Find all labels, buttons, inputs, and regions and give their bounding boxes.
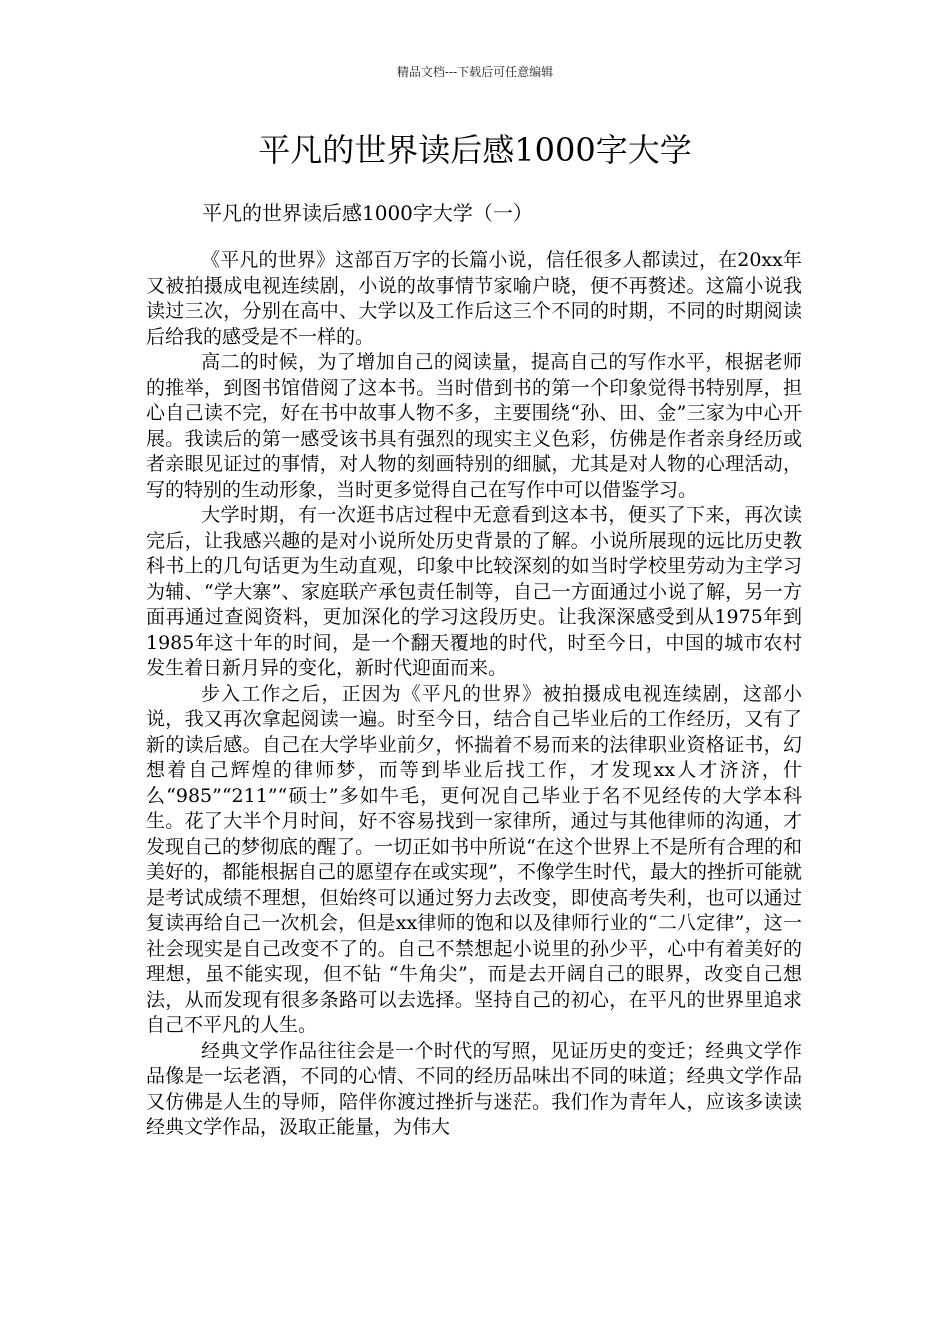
- paragraph: 大学时期，有一次逛书店过程中无意看到这本书，便买了下来，再次读完后，让我感兴趣的是对小说所处历史背景的了解。小说所展现的远比历史教科书上的几句话更为生动直观，印象中比较深刻的如当时学校里劳动为主学习为辅、“学大寨”、家庭联产承包责任制等，自己一方面通过小说了解，另一方面再通过查阅资料，更加深化的学习这段历史。让我深深感受到从1975年到1985年这十年的时间，是一个翻天覆地的时代，时至今日，中国的城市农村发生着日新月异的变化，新时代迎面而来。: [146, 504, 802, 679]
- paragraph: 步入工作之后，正因为《平凡的世界》被拍摄成电视连续剧，这部小说，我又再次拿起阅读一遍。时至今日，结合自己毕业后的工作经历，又有了新的读后感。自己在大学毕业前夕，怀揣着不易而来的法律职业资格证书，幻想着自己辉煌的律师梦，而等到毕业后找工作，才发现xx人才济济，什么“985”“211”“硕士”多如牛毛，更何况自己毕业于名不见经传的大学本科生。花了大半个月时间，好不容易找到一家律所，通过与其他律师的沟通，才发现自己的梦彻底的醒了。一切正如书中所说“在这个世界上不是所有合理的和美好的，都能根据自己的愿望存在或实现”，不像学生时代，最大的挫折可能就是考试成绩不理想，但始终可以通过努力去改变，即使高考失利，也可以通过复读再给自己一次机会，但是xx律师的饱和以及律师行业的“二八定律”，这一社会现实是自己改变不了的。自己不禁想起小说里的孙少平，心中有着美好的理想，虽不能实现，但不钻 “牛角尖”，而是去开阔自己的眼界，改变自己想法，从而发现有很多条路可以去选择。坚持自己的初心，在平凡的世界里追求自己不平凡的人生。: [146, 682, 803, 1036]
- paragraph: 经典文学作品往往会是一个时代的写照，见证历史的变迁；经典文学作品像是一坛老酒，不同的心情、不同的经历品味出不同的味道；经典文学作品又仿佛是人生的导师，陪伴你渡过挫折与迷茫。我们作为青年人，应该多读读经典文学作品，汲取正能量，为伟大: [146, 1039, 802, 1138]
- document-body: [146, 248, 802, 1141]
- section-subtitle: 平凡的世界读后感1000字大学（一）: [202, 201, 533, 225]
- document-title: 平凡的世界读后感1000字大学: [258, 131, 692, 169]
- page-header: 精品文档---下载后可任意编辑: [396, 65, 554, 79]
- paragraph: 《平凡的世界》这部百万字的长篇小说，信任很多人都读过，在20xx年又被拍摄成电视连续剧，小说的故事情节家喻户晓，便不再赘述。这篇小说我读过三次，分别在高中、大学以及工作后这三个不同的时期，不同的时期阅读后给我的感受是不一样的。: [146, 249, 802, 348]
- paragraph: 高二的时候，为了增加自己的阅读量，提高自己的写作水平，根据老师的推举，到图书馆借阅了这本书。当时借到书的第一个印象觉得书特别厚，担心自己读不完，好在书中故事人物不多，主要围绕“孙、田、金”三家为中心开展。我读后的第一感受该书具有强烈的现实主义色彩，仿佛是作者亲身经历或者亲眼见证过的事情，对人物的刻画特别的细腻，尤其是对人物的心理活动，写的特别的生动形象，当时更多觉得自己在写作中可以借鉴学习。: [146, 351, 802, 501]
